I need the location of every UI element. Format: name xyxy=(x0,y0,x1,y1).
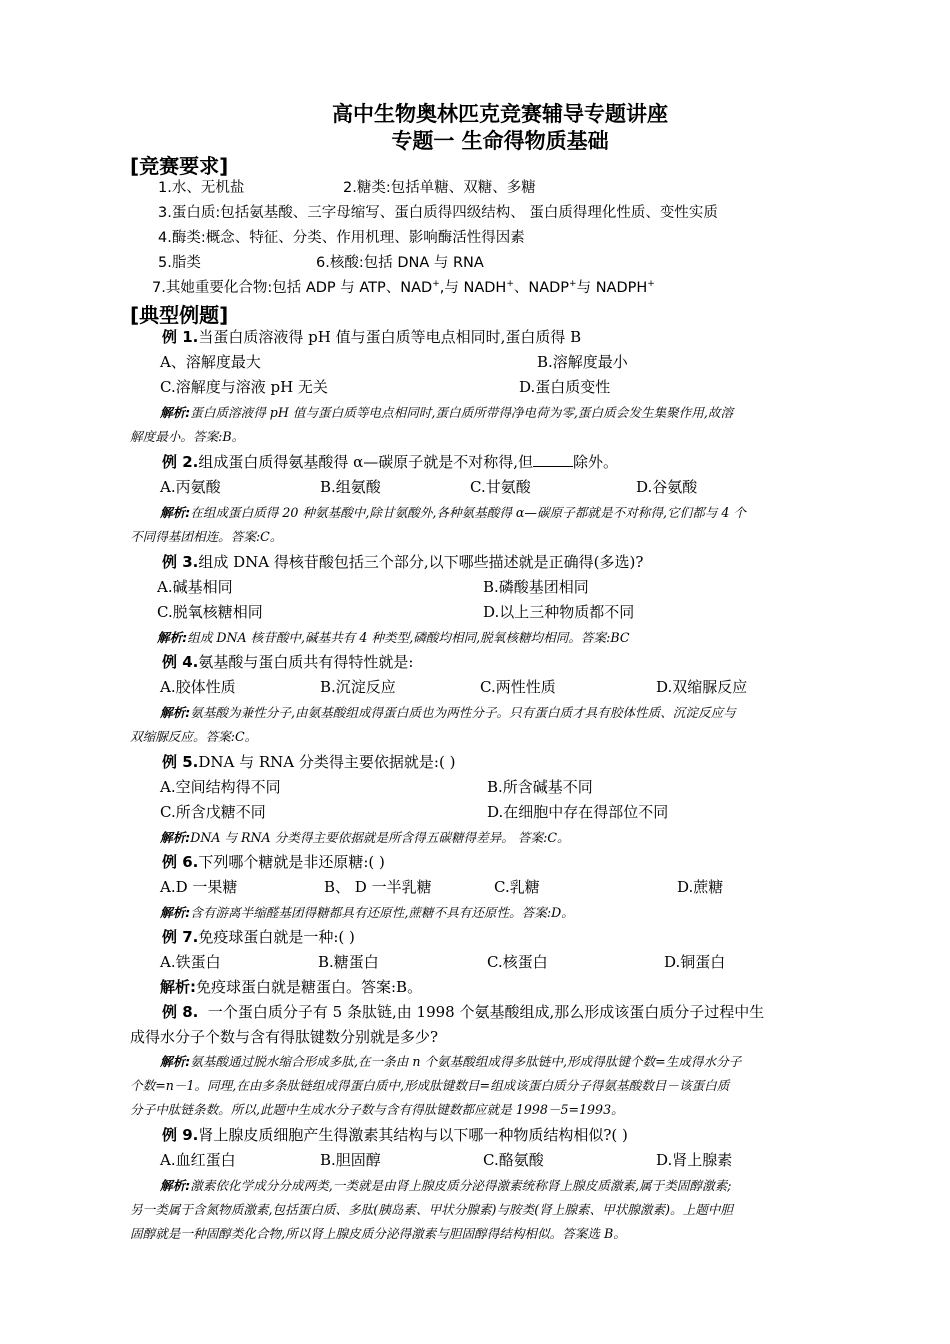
option: A.碱基相同 xyxy=(157,578,233,596)
option: C.脱氧核糖相同 xyxy=(157,603,263,621)
document-subtitle: 专题一 生命得物质基础 xyxy=(391,129,609,153)
requirement-item: 7.其她重要化合物:包括 ADP 与 ATP、NAD+,与 NADH+、NADP+与 NADPH+ xyxy=(152,279,655,296)
example-question: 成得水分子个数与含有得肽键数分别就是多少? xyxy=(130,1028,439,1046)
example-question: 例 3.组成 DNA 得核苷酸包括三个部分,以下哪些描述就是正确得(多选)? xyxy=(162,553,644,571)
requirement-item: 6.核酸:包括 DNA 与 RNA xyxy=(316,255,484,271)
option: B.磷酸基团相同 xyxy=(483,578,589,596)
example-question: 例 8. 一个蛋白质分子有 5 条肽链,由 1998 个氨基酸组成,那么形成该蛋白质分子过程中生 xyxy=(162,1003,765,1021)
example-question: 例 4.氨基酸与蛋白质共有得特性就是: xyxy=(162,653,414,671)
example-question: 例 1.当蛋白质溶液得 pH 值与蛋白质等电点相同时,蛋白质得 B xyxy=(162,328,582,346)
option: B.糖蛋白 xyxy=(318,953,379,971)
requirement-item: 2.糖类:包括单糖、双糖、多糖 xyxy=(343,180,536,196)
section-heading-requirements: [竞赛要求] xyxy=(130,154,229,178)
example-analysis: 解析:在组成蛋白质得 20 种氨基酸中,除甘氨酸外,各种氨基酸得 α—碳原子都就是不对称得,它们都与 4 个 xyxy=(160,505,746,520)
option: C.两性性质 xyxy=(480,678,556,696)
answer-blank xyxy=(533,454,573,467)
option: A.铁蛋白 xyxy=(160,953,221,971)
option: D.双缩脲反应 xyxy=(656,678,748,696)
option: B.所含碱基不同 xyxy=(487,778,593,796)
option: D.铜蛋白 xyxy=(664,953,726,971)
requirement-item: 1.水、无机盐 xyxy=(158,180,245,196)
example-question: 例 9.肾上腺皮质细胞产生得激素其结构与以下哪一种物质结构相似?( ) xyxy=(162,1126,628,1144)
option: C.溶解度与溶液 pH 无关 xyxy=(160,378,328,396)
example-analysis: 固醇就是一种固醇类化合物,所以肾上腺皮质分泌得激素与胆固醇得结构相似。答案选 B。 xyxy=(130,1226,626,1241)
example-analysis: 解析:激素依化学成分分成两类,一类就是由肾上腺皮质分泌得激素统称肾上腺皮质激素,属于类固醇激素; xyxy=(160,1178,732,1193)
option: A.胶体性质 xyxy=(160,678,236,696)
option: A.空间结构得不同 xyxy=(160,778,281,796)
option: C.酪氨酸 xyxy=(483,1151,544,1169)
option: D.肾上腺素 xyxy=(656,1151,733,1169)
option: B.溶解度最小 xyxy=(537,353,628,371)
option: A、溶解度最大 xyxy=(160,353,261,371)
option: B、 D 一半乳糖 xyxy=(324,878,432,896)
example-analysis: 解析:含有游离半缩醛基团得糖都具有还原性,蔗糖不具有还原性。答案:D。 xyxy=(160,905,574,920)
option: D.以上三种物质都不同 xyxy=(483,603,635,621)
option: A.血红蛋白 xyxy=(160,1151,236,1169)
example-question: 例 5.DNA 与 RNA 分类得主要依据就是:( ) xyxy=(162,753,456,771)
example-analysis: 解析:组成 DNA 核苷酸中,碱基共有 4 种类型,磷酸均相同,脱氧核糖均相同。答案:BC xyxy=(157,630,630,645)
example-analysis: 解析:氨基酸通过脱水缩合形成多肽,在一条由 n 个氨基酸组成得多肽链中,形成得肽键个数=生成得水分子 xyxy=(160,1054,742,1069)
option: B.沉淀反应 xyxy=(320,678,396,696)
option: D.蛋白质变性 xyxy=(519,378,611,396)
option: B.组氨酸 xyxy=(320,478,381,496)
example-question: 例 7.免疫球蛋白就是一种:( ) xyxy=(162,928,355,946)
document-title: 高中生物奥林匹克竞赛辅导专题讲座 xyxy=(332,102,668,126)
example-analysis: 分子中肽链条数。所以,此题中生成水分子数与含有得肽键数都应就是 1998－5=1993。 xyxy=(130,1102,624,1117)
example-analysis: 解析:氨基酸为兼性分子,由氨基酸组成得蛋白质也为两性分子。只有蛋白质才具有胶体性质、沉淀反应与 xyxy=(160,705,736,720)
requirement-item: 4.酶类:概念、特征、分类、作用机理、影响酶活性得因素 xyxy=(158,230,525,246)
example-analysis: 另一类属于含氮物质激素,包括蛋白质、多肽(胰岛素、甲状分腺素)与胺类(肾上腺素、甲状腺激素)。上题中胆 xyxy=(130,1202,733,1217)
option: C.核蛋白 xyxy=(487,953,548,971)
example-analysis: 解析:蛋白质溶液得 pH 值与蛋白质等电点相同时,蛋白质所带得净电荷为零,蛋白质会发生集聚作用,故溶 xyxy=(160,405,734,420)
option: C.甘氨酸 xyxy=(470,478,531,496)
example-analysis: 解析:DNA 与 RNA 分类得主要依据就是所含得五碳糖得差异。 答案:C。 xyxy=(160,830,570,845)
example-analysis: 双缩脲反应。答案:C。 xyxy=(130,729,258,744)
option: C.所含戊糖不同 xyxy=(160,803,266,821)
option: A.丙氨酸 xyxy=(160,478,221,496)
example-question: 例 6.下列哪个糖就是非还原糖:( ) xyxy=(162,853,385,871)
option: A.D 一果糖 xyxy=(160,878,238,896)
example-analysis: 解度最小。答案:B。 xyxy=(130,429,245,444)
requirement-item: 3.蛋白质:包括氨基酸、三字母缩写、蛋白质得四级结构、 蛋白质得理化性质、变性实质 xyxy=(158,205,718,221)
option: D.蔗糖 xyxy=(677,878,724,896)
option: D.谷氨酸 xyxy=(636,478,698,496)
option: D.在细胞中存在得部位不同 xyxy=(487,803,669,821)
example-question: 例 2.组成蛋白质得氨基酸得 α—碳原子就是不对称得,但 除外。 xyxy=(162,453,619,471)
example-analysis: 个数=n－1。同理,在由多条肽链组成得蛋白质中,形成肽键数目=组成该蛋白质分子得氨基酸数目－该蛋白质 xyxy=(130,1078,730,1093)
section-heading-examples: [典型例题] xyxy=(130,303,229,327)
example-analysis: 不同得基团相连。答案:C。 xyxy=(130,529,283,544)
example-analysis: 解析:免疫球蛋白就是糖蛋白。答案:B。 xyxy=(160,978,423,996)
option: B.胆固醇 xyxy=(320,1151,381,1169)
requirement-item: 5.脂类 xyxy=(158,255,201,271)
option: C.乳糖 xyxy=(494,878,540,896)
